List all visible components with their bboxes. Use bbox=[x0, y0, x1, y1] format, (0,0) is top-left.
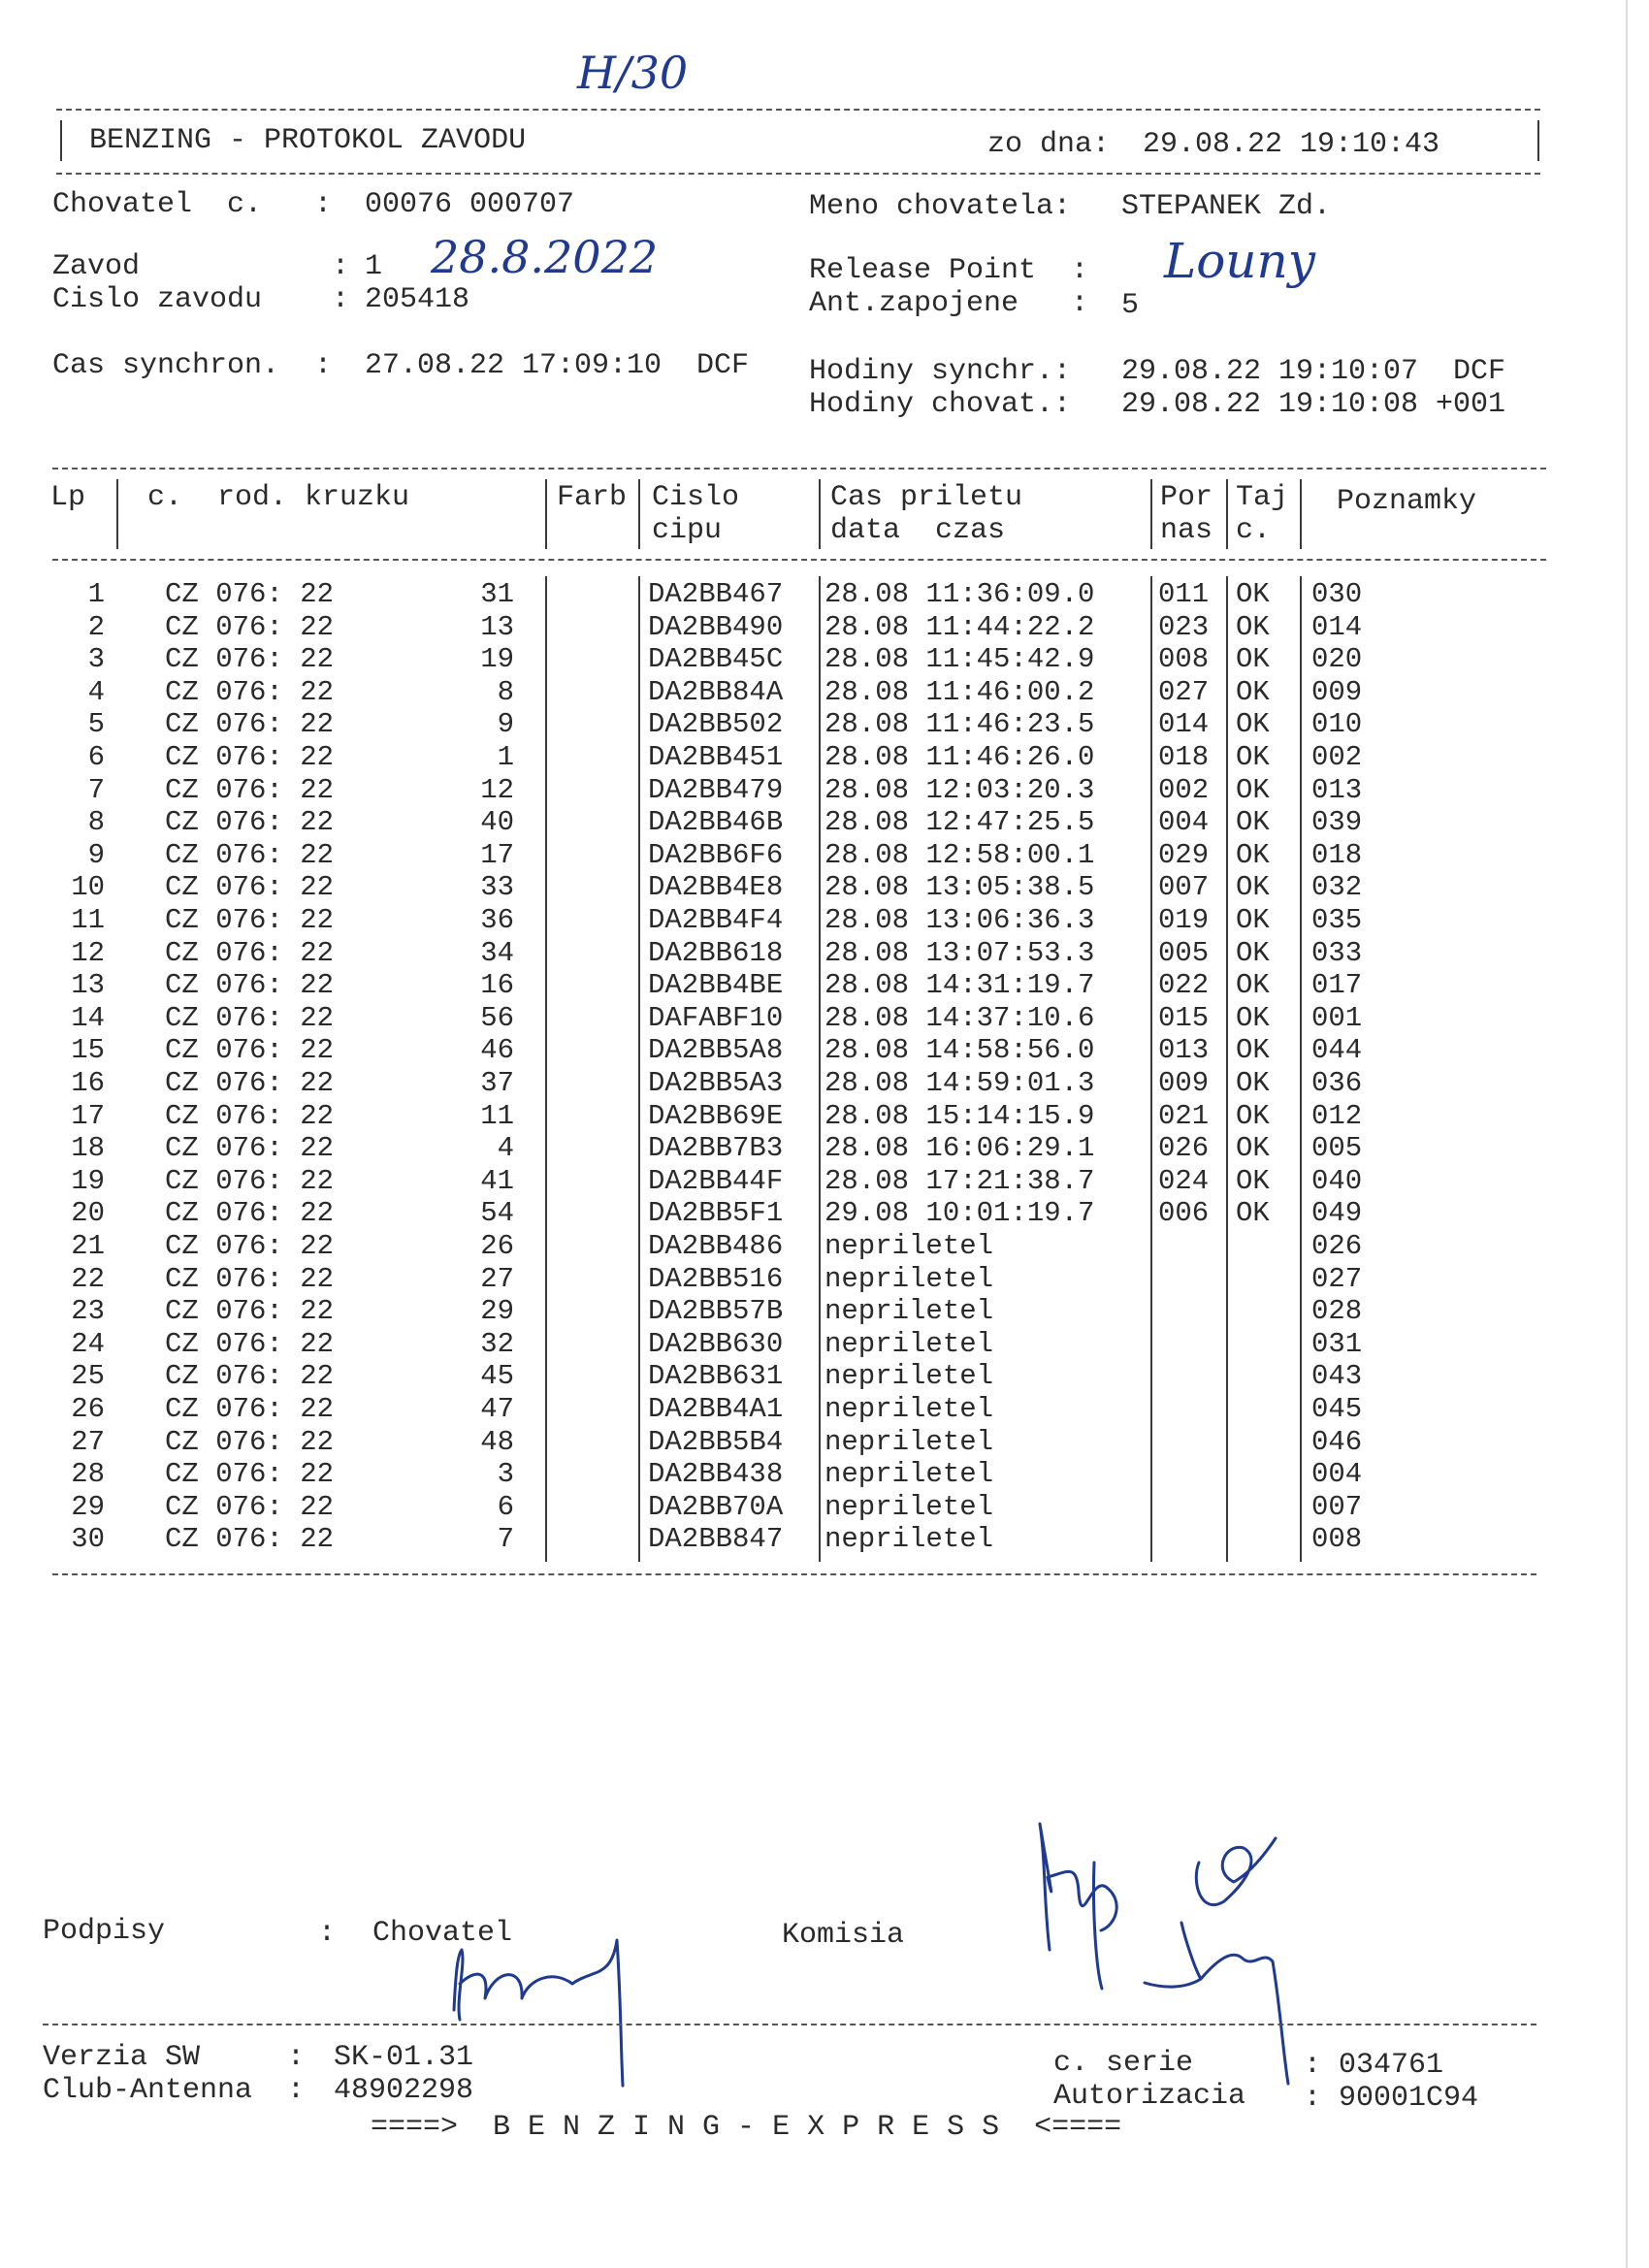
cell-num: 40 bbox=[480, 806, 514, 839]
footer-rule bbox=[43, 2024, 1536, 2025]
cell-num: 12 bbox=[480, 773, 514, 806]
cell-ring: CZ 076: 22 bbox=[165, 838, 335, 871]
club-antenna-label: Club-Antenna : bbox=[43, 2074, 306, 2107]
col-header-arrival: Cas priletu bbox=[830, 481, 1023, 514]
race-number-value: 205418 bbox=[365, 283, 470, 316]
col-header-lp: Lp bbox=[50, 481, 86, 514]
cell-ring: CZ 076: 22 bbox=[165, 1490, 335, 1523]
cell-notes: 009 bbox=[1311, 675, 1363, 708]
cell-chip: DA2BB7B3 bbox=[648, 1132, 784, 1165]
cell-lp: 24 bbox=[71, 1327, 105, 1360]
breeder-name-value: STEPANEK Zd. bbox=[1121, 190, 1332, 223]
cell-secret: OK bbox=[1236, 936, 1270, 969]
cell-ring: CZ 076: 22 bbox=[165, 806, 335, 839]
cell-ring: CZ 076: 22 bbox=[165, 969, 335, 1002]
cell-arrival: 28.08 14:58:56.0 bbox=[824, 1034, 1095, 1067]
cell-secret: OK bbox=[1236, 643, 1270, 676]
cell-arrival: 28.08 12:58:00.1 bbox=[824, 838, 1095, 871]
cell-notes: 049 bbox=[1311, 1197, 1363, 1230]
club-antenna-value: 48902298 bbox=[334, 2074, 474, 2107]
cell-secret: OK bbox=[1236, 904, 1270, 936]
cell-ring: CZ 076: 22 bbox=[165, 741, 335, 773]
race-label: Zavod : bbox=[52, 250, 350, 283]
col-header-ring: c. rod. kruzku bbox=[147, 481, 410, 514]
antennas-value: 5 bbox=[1121, 289, 1140, 322]
cell-num: 3 bbox=[497, 1458, 514, 1491]
cell-chip: DA2BB502 bbox=[648, 708, 784, 741]
cell-order: 027 bbox=[1158, 675, 1210, 708]
cell-chip: DA2BB4BE bbox=[648, 969, 784, 1002]
cell-chip: DA2BB467 bbox=[648, 578, 784, 610]
cell-notes: 002 bbox=[1311, 741, 1363, 773]
cell-ring: CZ 076: 22 bbox=[165, 1067, 335, 1099]
cell-notes: 014 bbox=[1311, 610, 1363, 643]
cell-notes: 004 bbox=[1311, 1458, 1363, 1491]
cell-notes: 028 bbox=[1311, 1295, 1363, 1328]
cell-notes: 039 bbox=[1311, 806, 1363, 839]
cell-chip: DA2BB45C bbox=[648, 643, 784, 676]
cell-ring: CZ 076: 22 bbox=[165, 1523, 335, 1556]
cell-lp: 25 bbox=[71, 1360, 105, 1393]
clock-sync-value: 29.08.22 19:10:07 DCF bbox=[1121, 355, 1506, 388]
cell-notes: 020 bbox=[1311, 643, 1363, 676]
cell-lp: 19 bbox=[71, 1164, 105, 1197]
cell-arrival: 28.08 13:06:36.3 bbox=[824, 904, 1095, 936]
cell-notes: 030 bbox=[1311, 578, 1363, 610]
cell-chip: DA2BB6F6 bbox=[648, 838, 784, 871]
protocol-date-label: zo dna: bbox=[987, 128, 1111, 161]
breeder-number-label: Chovatel c. : bbox=[52, 188, 333, 221]
cell-arrival: 28.08 11:46:23.5 bbox=[824, 708, 1095, 741]
commission-signature-1 bbox=[1040, 1824, 1116, 1989]
authorization-label: Autorizacia bbox=[1053, 2080, 1246, 2113]
software-version-value: SK-01.31 bbox=[334, 2041, 474, 2074]
cell-ring: CZ 076: 22 bbox=[165, 1393, 335, 1425]
cell-chip: DAFABF10 bbox=[648, 1001, 784, 1034]
cell-chip: DA2BB438 bbox=[648, 1458, 784, 1491]
cell-secret: OK bbox=[1236, 708, 1270, 741]
breeder-name-label: Meno chovatela: bbox=[809, 190, 1072, 223]
cell-ring: CZ 076: 22 bbox=[165, 1360, 335, 1393]
cell-lp: 22 bbox=[71, 1262, 105, 1295]
cell-chip: DA2BB631 bbox=[648, 1360, 784, 1393]
cell-arrival: nepriletel bbox=[824, 1295, 994, 1328]
cell-chip: DA2BB70A bbox=[648, 1490, 784, 1523]
cell-chip: DA2BB69E bbox=[648, 1099, 784, 1132]
cell-order: 006 bbox=[1158, 1197, 1210, 1230]
cell-notes: 045 bbox=[1311, 1393, 1363, 1425]
cell-secret: OK bbox=[1236, 1034, 1270, 1067]
cell-chip: DA2BB630 bbox=[648, 1327, 784, 1360]
cell-order: 023 bbox=[1158, 610, 1210, 643]
cell-arrival: 28.08 11:46:26.0 bbox=[824, 741, 1095, 773]
cell-lp: 18 bbox=[71, 1132, 105, 1165]
cell-num: 29 bbox=[480, 1295, 514, 1328]
cell-num: 47 bbox=[480, 1393, 514, 1425]
cell-chip: DA2BB618 bbox=[648, 936, 784, 969]
cell-arrival: nepriletel bbox=[824, 1490, 994, 1523]
antennas-label: Ant.zapojene : bbox=[809, 287, 1089, 320]
cell-arrival: 28.08 11:36:09.0 bbox=[824, 578, 1095, 610]
col-header-notes: Poznamky bbox=[1337, 485, 1477, 518]
cell-notes: 036 bbox=[1311, 1067, 1363, 1099]
cell-order: 011 bbox=[1158, 578, 1210, 610]
col-header-chip-sub: cipu bbox=[652, 514, 723, 547]
cell-order: 002 bbox=[1158, 773, 1210, 806]
cell-lp: 9 bbox=[87, 838, 105, 871]
cell-ring: CZ 076: 22 bbox=[165, 1295, 335, 1328]
breeder-signature bbox=[454, 1940, 623, 2086]
cell-order: 021 bbox=[1158, 1099, 1210, 1132]
cell-chip: DA2BB4E8 bbox=[648, 871, 784, 904]
clock-sync-label: Hodiny synchr.: bbox=[809, 355, 1072, 388]
cell-notes: 027 bbox=[1311, 1262, 1363, 1295]
col-header-order: Por bbox=[1160, 481, 1213, 514]
cell-num: 34 bbox=[480, 936, 514, 969]
cell-chip: DA2BB516 bbox=[648, 1262, 784, 1295]
col-header-color: Farb bbox=[557, 481, 628, 514]
cell-arrival: 28.08 15:14:15.9 bbox=[824, 1099, 1095, 1132]
cell-ring: CZ 076: 22 bbox=[165, 1132, 335, 1165]
cell-notes: 007 bbox=[1311, 1490, 1363, 1523]
cell-notes: 008 bbox=[1311, 1523, 1363, 1556]
cell-lp: 5 bbox=[87, 708, 105, 741]
sync-time-label: Cas synchron. : bbox=[52, 349, 333, 382]
cell-num: 16 bbox=[480, 969, 514, 1002]
cell-chip: DA2BB57B bbox=[648, 1295, 784, 1328]
cell-order: 024 bbox=[1158, 1164, 1210, 1197]
cell-lp: 30 bbox=[71, 1523, 105, 1556]
signatures-label: Podpisy bbox=[43, 1915, 166, 1948]
cell-ring: CZ 076: 22 bbox=[165, 675, 335, 708]
cell-order: 015 bbox=[1158, 1001, 1210, 1034]
cell-chip: DA2BB5B4 bbox=[648, 1425, 784, 1458]
cell-order: 008 bbox=[1158, 643, 1210, 676]
cell-num: 4 bbox=[497, 1132, 514, 1165]
cell-ring: CZ 076: 22 bbox=[165, 1262, 335, 1295]
cell-ring: CZ 076: 22 bbox=[165, 643, 335, 676]
serial-label: c. serie bbox=[1053, 2047, 1194, 2080]
cell-num: 41 bbox=[480, 1164, 514, 1197]
cell-notes: 044 bbox=[1311, 1034, 1363, 1067]
cell-lp: 12 bbox=[71, 936, 105, 969]
cell-chip: DA2BB486 bbox=[648, 1230, 784, 1262]
cell-num: 46 bbox=[480, 1034, 514, 1067]
cell-lp: 20 bbox=[71, 1197, 105, 1230]
cell-num: 37 bbox=[480, 1067, 514, 1099]
cell-chip: DA2BB5A3 bbox=[648, 1067, 784, 1099]
benzing-express-banner: ====> B E N Z I N G - E X P R E S S <==== bbox=[371, 2111, 1122, 2144]
cell-lp: 21 bbox=[71, 1230, 105, 1262]
cell-num: 19 bbox=[480, 643, 514, 676]
cell-ring: CZ 076: 22 bbox=[165, 904, 335, 936]
cell-num: 8 bbox=[497, 675, 514, 708]
cell-arrival: 28.08 11:44:22.2 bbox=[824, 610, 1095, 643]
cell-lp: 8 bbox=[87, 806, 105, 839]
col-header-chip: Cislo bbox=[652, 481, 740, 514]
cell-arrival: nepriletel bbox=[824, 1393, 994, 1425]
cell-arrival: nepriletel bbox=[824, 1425, 994, 1458]
serial-value: : 034761 bbox=[1304, 2049, 1444, 2082]
cell-secret: OK bbox=[1236, 1132, 1270, 1165]
cell-notes: 032 bbox=[1311, 871, 1363, 904]
cell-arrival: nepriletel bbox=[824, 1327, 994, 1360]
cell-arrival: 28.08 11:46:00.2 bbox=[824, 675, 1095, 708]
cell-secret: OK bbox=[1236, 969, 1270, 1002]
cell-ring: CZ 076: 22 bbox=[165, 1164, 335, 1197]
cell-order: 004 bbox=[1158, 806, 1210, 839]
cell-ring: CZ 076: 22 bbox=[165, 871, 335, 904]
cell-arrival: 28.08 12:03:20.3 bbox=[824, 773, 1095, 806]
cell-num: 31 bbox=[480, 578, 514, 610]
cell-ring: CZ 076: 22 bbox=[165, 708, 335, 741]
cell-secret: OK bbox=[1236, 675, 1270, 708]
cell-arrival: 28.08 14:31:19.7 bbox=[824, 969, 1095, 1002]
cell-notes: 033 bbox=[1311, 936, 1363, 969]
cell-order: 019 bbox=[1158, 904, 1210, 936]
cell-chip: DA2BB4A1 bbox=[648, 1393, 784, 1425]
cell-arrival: nepriletel bbox=[824, 1262, 994, 1295]
cell-order: 005 bbox=[1158, 936, 1210, 969]
cell-lp: 10 bbox=[71, 871, 105, 904]
cell-notes: 043 bbox=[1311, 1360, 1363, 1393]
cell-notes: 018 bbox=[1311, 838, 1363, 871]
cell-chip: DA2BB4F4 bbox=[648, 904, 784, 936]
cell-lp: 4 bbox=[87, 675, 105, 708]
cell-secret: OK bbox=[1236, 1001, 1270, 1034]
cell-num: 48 bbox=[480, 1425, 514, 1458]
cell-chip: DA2BB44F bbox=[648, 1164, 784, 1197]
cell-lp: 26 bbox=[71, 1393, 105, 1425]
cell-arrival: 28.08 12:47:25.5 bbox=[824, 806, 1095, 839]
cell-ring: CZ 076: 22 bbox=[165, 610, 335, 643]
cell-num: 17 bbox=[480, 838, 514, 871]
cell-lp: 29 bbox=[71, 1490, 105, 1523]
cell-secret: OK bbox=[1236, 578, 1270, 610]
cell-num: 33 bbox=[480, 871, 514, 904]
cell-arrival: 28.08 16:06:29.1 bbox=[824, 1132, 1095, 1165]
cell-secret: OK bbox=[1236, 838, 1270, 871]
cell-secret: OK bbox=[1236, 773, 1270, 806]
cell-ring: CZ 076: 22 bbox=[165, 1197, 335, 1230]
cell-notes: 031 bbox=[1311, 1327, 1363, 1360]
software-version-label: Verzia SW : bbox=[43, 2041, 306, 2074]
cell-order: 022 bbox=[1158, 969, 1210, 1002]
cell-lp: 2 bbox=[87, 610, 105, 643]
cell-num: 9 bbox=[497, 708, 514, 741]
cell-secret: OK bbox=[1236, 1099, 1270, 1132]
cell-lp: 23 bbox=[71, 1295, 105, 1328]
cell-num: 11 bbox=[480, 1099, 514, 1132]
cell-order: 009 bbox=[1158, 1067, 1210, 1099]
cell-arrival: nepriletel bbox=[824, 1523, 994, 1556]
cell-arrival: 28.08 14:37:10.6 bbox=[824, 1001, 1095, 1034]
cell-notes: 026 bbox=[1311, 1230, 1363, 1262]
cell-chip: DA2BB46B bbox=[648, 806, 784, 839]
cell-arrival: nepriletel bbox=[824, 1230, 994, 1262]
authorization-value: : 90001C94 bbox=[1304, 2082, 1479, 2115]
cell-secret: OK bbox=[1236, 741, 1270, 773]
cell-secret: OK bbox=[1236, 806, 1270, 839]
cell-ring: CZ 076: 22 bbox=[165, 773, 335, 806]
cell-ring: CZ 076: 22 bbox=[165, 1001, 335, 1034]
cell-num: 13 bbox=[480, 610, 514, 643]
cell-num: 32 bbox=[480, 1327, 514, 1360]
cell-num: 56 bbox=[480, 1001, 514, 1034]
cell-lp: 6 bbox=[87, 741, 105, 773]
cell-lp: 11 bbox=[71, 904, 105, 936]
cell-num: 6 bbox=[497, 1490, 514, 1523]
cell-ring: CZ 076: 22 bbox=[165, 1425, 335, 1458]
cell-lp: 1 bbox=[87, 578, 105, 610]
cell-lp: 17 bbox=[71, 1099, 105, 1132]
cell-secret: OK bbox=[1236, 871, 1270, 904]
clock-breeder-value: 29.08.22 19:10:08 +001 bbox=[1121, 388, 1506, 421]
race-value: 1 bbox=[365, 250, 383, 283]
cell-arrival: 28.08 14:59:01.3 bbox=[824, 1067, 1095, 1099]
cell-ring: CZ 076: 22 bbox=[165, 1099, 335, 1132]
release-point-label: Release Point : bbox=[809, 254, 1089, 287]
handwritten-release-point: Louny bbox=[1164, 233, 1315, 289]
cell-arrival: 28.08 13:07:53.3 bbox=[824, 936, 1095, 969]
cell-arrival: nepriletel bbox=[824, 1360, 994, 1393]
cell-secret: OK bbox=[1236, 610, 1270, 643]
cell-secret: OK bbox=[1236, 1197, 1270, 1230]
cell-lp: 16 bbox=[71, 1067, 105, 1099]
cell-notes: 010 bbox=[1311, 708, 1363, 741]
cell-notes: 040 bbox=[1311, 1164, 1363, 1197]
cell-order: 013 bbox=[1158, 1034, 1210, 1067]
cell-arrival: 28.08 11:45:42.9 bbox=[824, 643, 1095, 676]
cell-order: 026 bbox=[1158, 1132, 1210, 1165]
cell-lp: 14 bbox=[71, 1001, 105, 1034]
col-header-secret: Taj bbox=[1236, 481, 1289, 514]
cell-chip: DA2BB479 bbox=[648, 773, 784, 806]
cell-num: 26 bbox=[480, 1230, 514, 1262]
commission-signature-2 bbox=[1196, 1838, 1276, 1905]
commission-signature-label: Komisia bbox=[782, 1919, 905, 1952]
cell-arrival: 28.08 13:05:38.5 bbox=[824, 871, 1095, 904]
cell-notes: 012 bbox=[1311, 1099, 1363, 1132]
protocol-title: BENZING - PROTOKOL ZAVODU bbox=[89, 124, 527, 157]
cell-num: 36 bbox=[480, 904, 514, 936]
cell-order: 029 bbox=[1158, 838, 1210, 871]
cell-num: 27 bbox=[480, 1262, 514, 1295]
cell-chip: DA2BB5A8 bbox=[648, 1034, 784, 1067]
cell-lp: 3 bbox=[87, 643, 105, 676]
signatures-colon: : bbox=[318, 1917, 337, 1950]
cell-lp: 7 bbox=[87, 773, 105, 806]
cell-num: 54 bbox=[480, 1197, 514, 1230]
cell-arrival: 29.08 10:01:19.7 bbox=[824, 1197, 1095, 1230]
col-header-arrival-sub: data czas bbox=[830, 514, 1006, 547]
cell-num: 7 bbox=[497, 1523, 514, 1556]
cell-order: 007 bbox=[1158, 871, 1210, 904]
breeder-number-value: 00076 000707 bbox=[365, 188, 575, 221]
clock-breeder-label: Hodiny chovat.: bbox=[809, 388, 1072, 421]
sync-time-value: 27.08.22 17:09:10 DCF bbox=[365, 349, 750, 382]
cell-chip: DA2BB490 bbox=[648, 610, 784, 643]
cell-ring: CZ 076: 22 bbox=[165, 1230, 335, 1262]
cell-notes: 005 bbox=[1311, 1132, 1363, 1165]
cell-notes: 046 bbox=[1311, 1425, 1363, 1458]
cell-order: 014 bbox=[1158, 708, 1210, 741]
cell-secret: OK bbox=[1236, 1164, 1270, 1197]
cell-chip: DA2BB847 bbox=[648, 1523, 784, 1556]
cell-lp: 13 bbox=[71, 969, 105, 1002]
cell-ring: CZ 076: 22 bbox=[165, 578, 335, 610]
cell-notes: 017 bbox=[1311, 969, 1363, 1002]
cell-notes: 035 bbox=[1311, 904, 1363, 936]
cell-notes: 001 bbox=[1311, 1001, 1363, 1034]
cell-lp: 27 bbox=[71, 1425, 105, 1458]
cell-secret: OK bbox=[1236, 1067, 1270, 1099]
cell-ring: CZ 076: 22 bbox=[165, 936, 335, 969]
cell-ring: CZ 076: 22 bbox=[165, 1034, 335, 1067]
col-header-secret-sub: c. bbox=[1236, 514, 1272, 547]
col-header-order-sub: nas bbox=[1160, 514, 1213, 547]
cell-chip: DA2BB84A bbox=[648, 675, 784, 708]
cell-order: 018 bbox=[1158, 741, 1210, 773]
cell-chip: DA2BB451 bbox=[648, 741, 784, 773]
cell-num: 1 bbox=[497, 741, 514, 773]
handwritten-race-date: 28.8.2022 bbox=[431, 231, 659, 283]
breeder-signature-label: Chovatel bbox=[372, 1917, 513, 1950]
cell-arrival: 28.08 17:21:38.7 bbox=[824, 1164, 1095, 1197]
cell-lp: 15 bbox=[71, 1034, 105, 1067]
cell-arrival: nepriletel bbox=[824, 1458, 994, 1491]
race-number-label: Cislo zavodu : bbox=[52, 283, 350, 316]
handwritten-top-mark: H/30 bbox=[577, 47, 689, 99]
cell-notes: 013 bbox=[1311, 773, 1363, 806]
protocol-date-value: 29.08.22 19:10:43 bbox=[1143, 128, 1440, 161]
cell-ring: CZ 076: 22 bbox=[165, 1458, 335, 1491]
cell-ring: CZ 076: 22 bbox=[165, 1327, 335, 1360]
cell-num: 45 bbox=[480, 1360, 514, 1393]
cell-lp: 28 bbox=[71, 1458, 105, 1491]
cell-chip: DA2BB5F1 bbox=[648, 1197, 784, 1230]
